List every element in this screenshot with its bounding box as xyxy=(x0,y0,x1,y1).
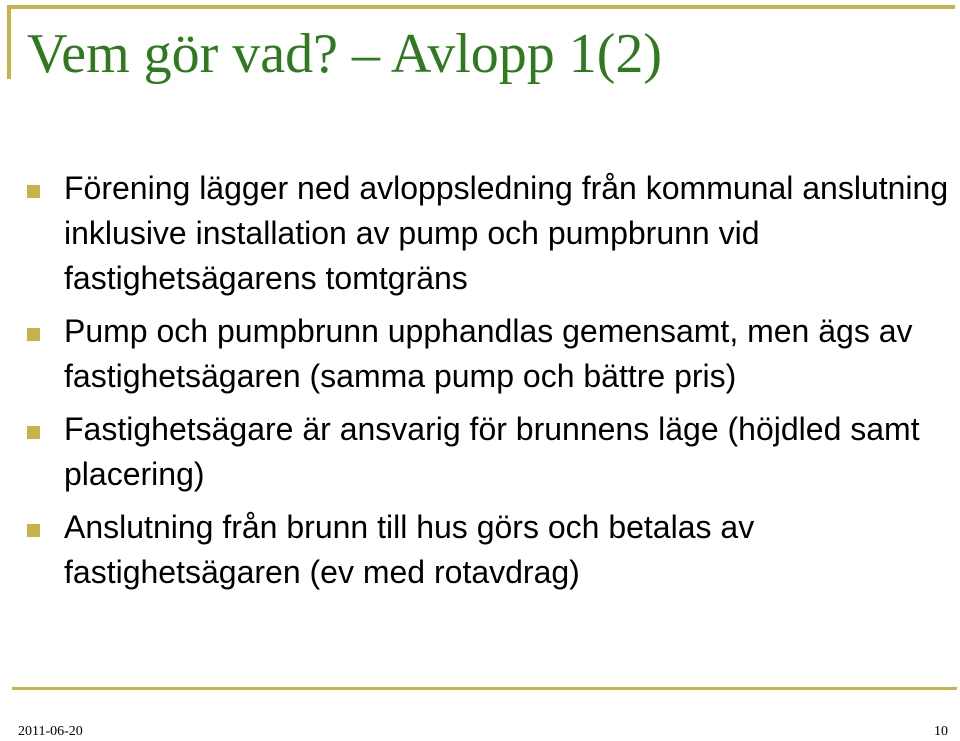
bullet-item xyxy=(24,505,954,595)
bullet-text: Pump och pumpbrunn upphandlas gemensamt, men ägs av fastighetsägaren (samma pump och bättre pris) xyxy=(64,313,913,394)
bullet-text: Förening lägger ned avloppsledning från kommunal anslutning inklusive installation av pump och pumpbrunn vid fastighetsägarens tomtgräns xyxy=(64,170,949,296)
footer-divider xyxy=(12,687,957,690)
bullet-item xyxy=(24,166,954,301)
footer-date: 2011-06-20 xyxy=(18,724,83,739)
decorative-corner-line-vertical xyxy=(7,5,11,79)
square-bullet-icon xyxy=(27,185,40,198)
decorative-top-line xyxy=(7,5,955,9)
square-bullet-icon xyxy=(27,426,40,439)
square-bullet-icon xyxy=(27,328,40,341)
square-bullet-icon xyxy=(27,524,40,537)
page-number: 10 xyxy=(934,724,948,739)
bullet-item xyxy=(24,309,954,399)
bullet-list xyxy=(24,166,954,603)
slide-title: Vem gör vad? – Avlopp 1(2) xyxy=(27,23,663,85)
bullet-text: Fastighetsägare är ansvarig för brunnens läge (höjdled samt placering) xyxy=(64,411,920,492)
bullet-text: Anslutning från brunn till hus görs och betalas av fastighetsägaren (ev med rotavdrag) xyxy=(64,509,755,590)
bullet-item xyxy=(24,407,954,497)
